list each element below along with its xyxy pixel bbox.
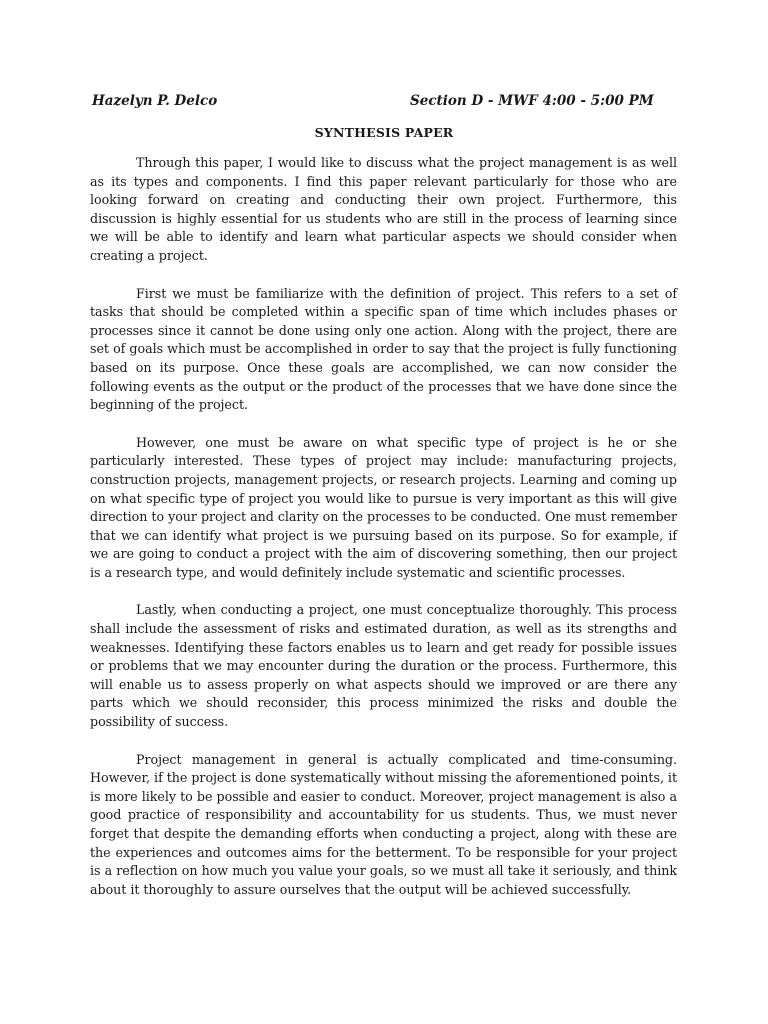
paragraph-definition: First we must be familiarize with the definition of project. This refers to a set of tasks that should be completed within a specific span of time which includes phases or processes since it cannot be done using only one action. Along with the project, there are set of goals which must be accomplished in order to say that the project is fully functioning based on its purpose. Once these goals are accomplished, we can now consider the following events as the output or the product of the processes that we have done since the beginning of the project. — [90, 285, 677, 413]
paragraph-conceptualize: Lastly, when conducting a project, one must conceptualize thoroughly. This process shall include the assessment of risks and estimated duration, as well as its strengths and weaknesses. Identifying these factors enables us to learn and get ready for possible issues or problems that we may encounter during the duration or the process. Furthermore, this will enable us to assess properly on what aspects should we improved or are there any parts which we should reconsider, this process minimized the risks and double the possibility of success. — [90, 602, 677, 730]
author-name: Hazelyn P. Delco — [92, 93, 218, 109]
paper-title: SYNTHESIS PAPER — [314, 125, 454, 140]
section-schedule: Section D - MWF 4:00 - 5:00 PM — [410, 93, 654, 109]
paragraph-types: However, one must be aware on what specific type of project is he or she particularly interested. These types of project may include: manufacturing projects, construction projects, management projects, or research projects. Learning and coming up on what specific type of project you would like to pursue is very important as this will give direction to your project and clarity on the processes to be conducted. One must remember that we can identify what project is we pursuing based on its purpose. So for example, if we are going to conduct a project with the aim of discovering something, then our project is a research type, and would definitely include systematic and scientific processes. — [90, 434, 677, 580]
paragraph-intro: Through this paper, I would like to discuss what the project management is as well as its types and components. I find this paper relevant particularly for those who are looking forward on creating and conducting their own project. Furthermore, this discussion is highly essential for us students who are still in the process of learning since we will be able to identify and learn what particular aspects we should consider when creating a project. — [90, 155, 677, 263]
header-line — [92, 93, 692, 113]
paragraph-conclusion: Project management in general is actually complicated and time-consuming. However, if the project is done systematically without missing the aforementioned points, it is more likely to be possible and easier to conduct. Moreover, project management is also a good practice of responsibility and accountability for us students. Thus, we must never forget that despite the demanding efforts when conducting a project, along with these are the experiences and outcomes aims for the betterment. To be responsible for your project is a reflection on how much you value your goals, so we must all take it seriously, and think about it thoroughly to assure ourselves that the output will be achieved successfully. — [90, 751, 677, 897]
paper-body — [90, 154, 677, 918]
